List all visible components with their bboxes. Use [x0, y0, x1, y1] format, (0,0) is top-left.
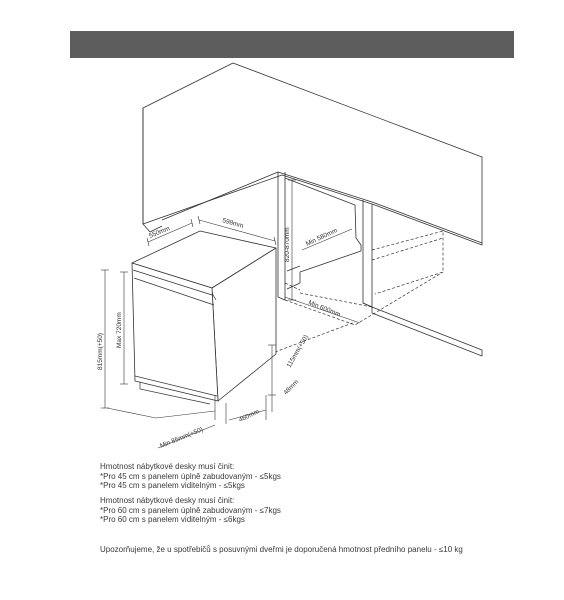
niche-width-label: Min 600mm	[307, 299, 342, 319]
plinth-gap-label: 48mm	[282, 378, 301, 397]
note-heading: Hmotnost nábytkové desky musí činit:	[100, 496, 235, 505]
note-line: *Pro 60 cm s panelem úplně zabudovaným - ≤7kgs	[100, 505, 281, 515]
weight-note-45cm	[100, 462, 281, 491]
floor-clearance-label: Min 85mm(+50)	[159, 426, 205, 450]
weight-note-60cm	[100, 496, 281, 525]
plinth-depth-label: 460mm	[237, 408, 261, 424]
note-heading: Hmotnost nábytkové desky musí činit:	[100, 462, 235, 471]
note-line: *Pro 60 cm s panelem viditelným - ≤6kgs	[100, 515, 245, 524]
sliding-door-note: Upozorňujeme, že u spotřebičů s posuvnými dveřmi je doporučená hmotnost předního panelu - ≤10 kg	[100, 545, 463, 554]
panel-height-label: Max 720mm	[116, 312, 123, 348]
width-label: 598mm	[221, 217, 245, 230]
countertop	[143, 63, 482, 245]
niche-height-label: 820-870mm	[284, 227, 291, 262]
niche-depth-label: Min 580mm	[304, 227, 339, 248]
note-line: *Pro 45 cm s panelem úplně zabudovaným - ≤5kgs	[100, 471, 281, 481]
note-line: *Pro 45 cm s panelem viditelným - ≤5kgs	[100, 481, 245, 490]
depth-label: 550mm	[148, 225, 171, 240]
plinth-height-label: 115mm(+50)	[285, 333, 311, 369]
right-cabinet	[363, 200, 372, 307]
overall-height-label: 815mm(+50)	[97, 332, 104, 370]
